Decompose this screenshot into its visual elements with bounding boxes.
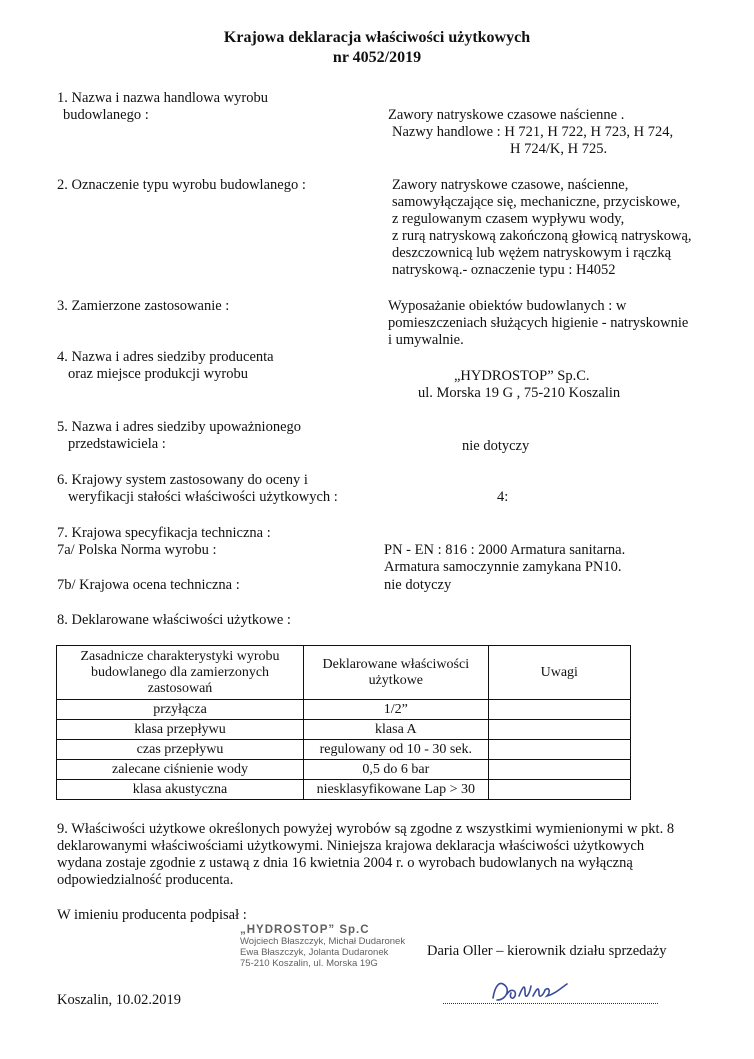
table-cell: przyłącza [57,700,304,720]
table-cell: zalecane ciśnienie wody [57,760,304,780]
table-row [57,700,631,720]
table-cell [488,780,630,800]
table-row [57,740,631,760]
section-7a-value: PN - EN : 816 : 2000 Armatura sanitarna. [384,542,626,558]
section-3-value-line: Wyposażanie obiektów budowlanych : w [388,298,627,314]
stamp-line: Wojciech Błaszczyk, Michał Dudaronek [240,936,406,947]
table-cell [488,700,630,720]
properties-table [56,645,631,800]
section-7a-label: 7a/ Polska Norma wyrobu : [57,542,217,558]
section-1-value-cont2: H 724/K, H 725. [510,141,608,157]
section-1-label: 1. Nazwa i nazwa handlowa wyrobu [57,90,268,106]
table-cell: niesklasyfikowane Lap > 30 [304,780,489,800]
table-cell [488,720,630,740]
section-5-label: 5. Nazwa i adres siedziby upoważnionego [57,419,302,435]
section-1-value: Zawory natryskowe czasowe naścienne . [388,107,625,123]
table-cell: czas przepływu [57,740,304,760]
section-3-value-line: i umywalnie. [388,332,464,348]
section-6-label: 6. Krajowy system zastosowany do oceny i [57,472,308,488]
section-8-label: 8. Deklarowane właściwości użytkowe : [57,612,291,628]
section-2-value-line: samowyłączające się, mechaniczne, przyciskowe, [392,194,681,210]
section-9-line: 9. Właściwości użytkowe określonych powyżej wyrobów są zgodne z wszystkimi wymienionymi w pkt. 8 [57,821,675,837]
document-title: Krajowa deklaracja właściwości użytkowych [223,29,531,46]
section-9-line: odpowiedzialność producenta. [57,872,234,888]
section-3-label: 3. Zamierzone zastosowanie : [57,298,230,314]
section-5-label-cont: przedstawiciela : [68,436,166,452]
stamp-line: 75-210 Koszalin, ul. Morska 19G [240,958,378,969]
section-2-value-line: z regulowanym czasem wypływu wody, [392,211,625,227]
table-cell: 1/2” [304,700,489,720]
table-cell [488,740,630,760]
signer-name: Daria Oller – kierownik działu sprzedaży [427,943,667,959]
section-7-label: 7. Krajowa specyfikacja techniczna : [57,525,271,541]
section-2-label: 2. Oznaczenie typu wyrobu budowlanego : [57,177,306,193]
section-2-value-line: Zawory natryskowe czasowe, naścienne, [392,177,629,193]
table-cell: 0,5 do 6 bar [304,760,489,780]
section-2-value-line: deszczownicą lub wężem natryskowym i rączką [392,245,672,261]
producer-name: „HYDROSTOP” Sp.C. [454,368,590,384]
section-1-value-cont: Nazwy handlowe : H 721, H 722, H 723, H 724, [392,124,674,140]
section-7b-value: nie dotyczy [384,577,452,593]
table-cell: klasa przepływu [57,720,304,740]
section-4-label: 4. Nazwa i adres siedziby producenta [57,349,274,365]
section-7b-label: 7b/ Krajowa ocena techniczna : [57,577,240,593]
producer-address: ul. Morska 19 G , 75-210 Koszalin [418,385,621,401]
section-2-value-line: z rurą natryskową zakończoną głowicą natryskową, [392,228,692,244]
table-row [57,780,631,800]
table-row [57,720,631,740]
table-cell: klasa akustyczna [57,780,304,800]
signed-label: W imieniu producenta podpisał : [57,907,247,923]
table-header: Deklarowane właściwości użytkowe [304,646,489,700]
stamp-line: Ewa Błaszczyk, Jolanta Dudaronek [240,947,389,958]
table-cell: regulowany od 10 - 30 sek. [304,740,489,760]
section-9-line: wydana zostaje zgodnie z ustawą z dnia 16 kwietnia 2004 r. o wyrobach budowlanych na wyłączną [57,855,633,871]
section-4-label-cont: oraz miejsce produkcji wyrobu [68,366,248,382]
place-date: Koszalin, 10.02.2019 [57,992,182,1008]
table-header: Uwagi [488,646,630,700]
table-header: Zasadnicze charakterystyki wyrobu budowlanego dla zamierzonych zastosowań [57,646,304,700]
stamp-line: „HYDROSTOP” Sp.C [240,924,370,936]
section-6-label-cont: weryfikacji stałości właściwości użytkowych : [68,489,338,505]
section-6-value: 4: [497,489,509,505]
table-cell: klasa A [304,720,489,740]
table-header-row [57,646,631,700]
table-cell [488,760,630,780]
document-number: nr 4052/2019 [332,49,422,66]
company-stamp [240,925,410,987]
section-5-value: nie dotyczy [462,438,530,454]
handwritten-signature [485,978,575,1006]
section-3-value-line: pomieszczeniach służących higienie - natryskownie [388,315,689,331]
section-1-label-cont: budowlanego : [63,107,149,123]
section-7a-value-cont: Armatura samoczynnie zamykana PN10. [384,559,622,575]
section-2-value-line: natryskową.- oznaczenie typu : H4052 [392,262,616,278]
section-9-line: deklarowanymi właściwościami użytkowymi. Niniejsza krajowa deklaracja właściwości użytkowych [57,838,645,854]
table-row [57,760,631,780]
